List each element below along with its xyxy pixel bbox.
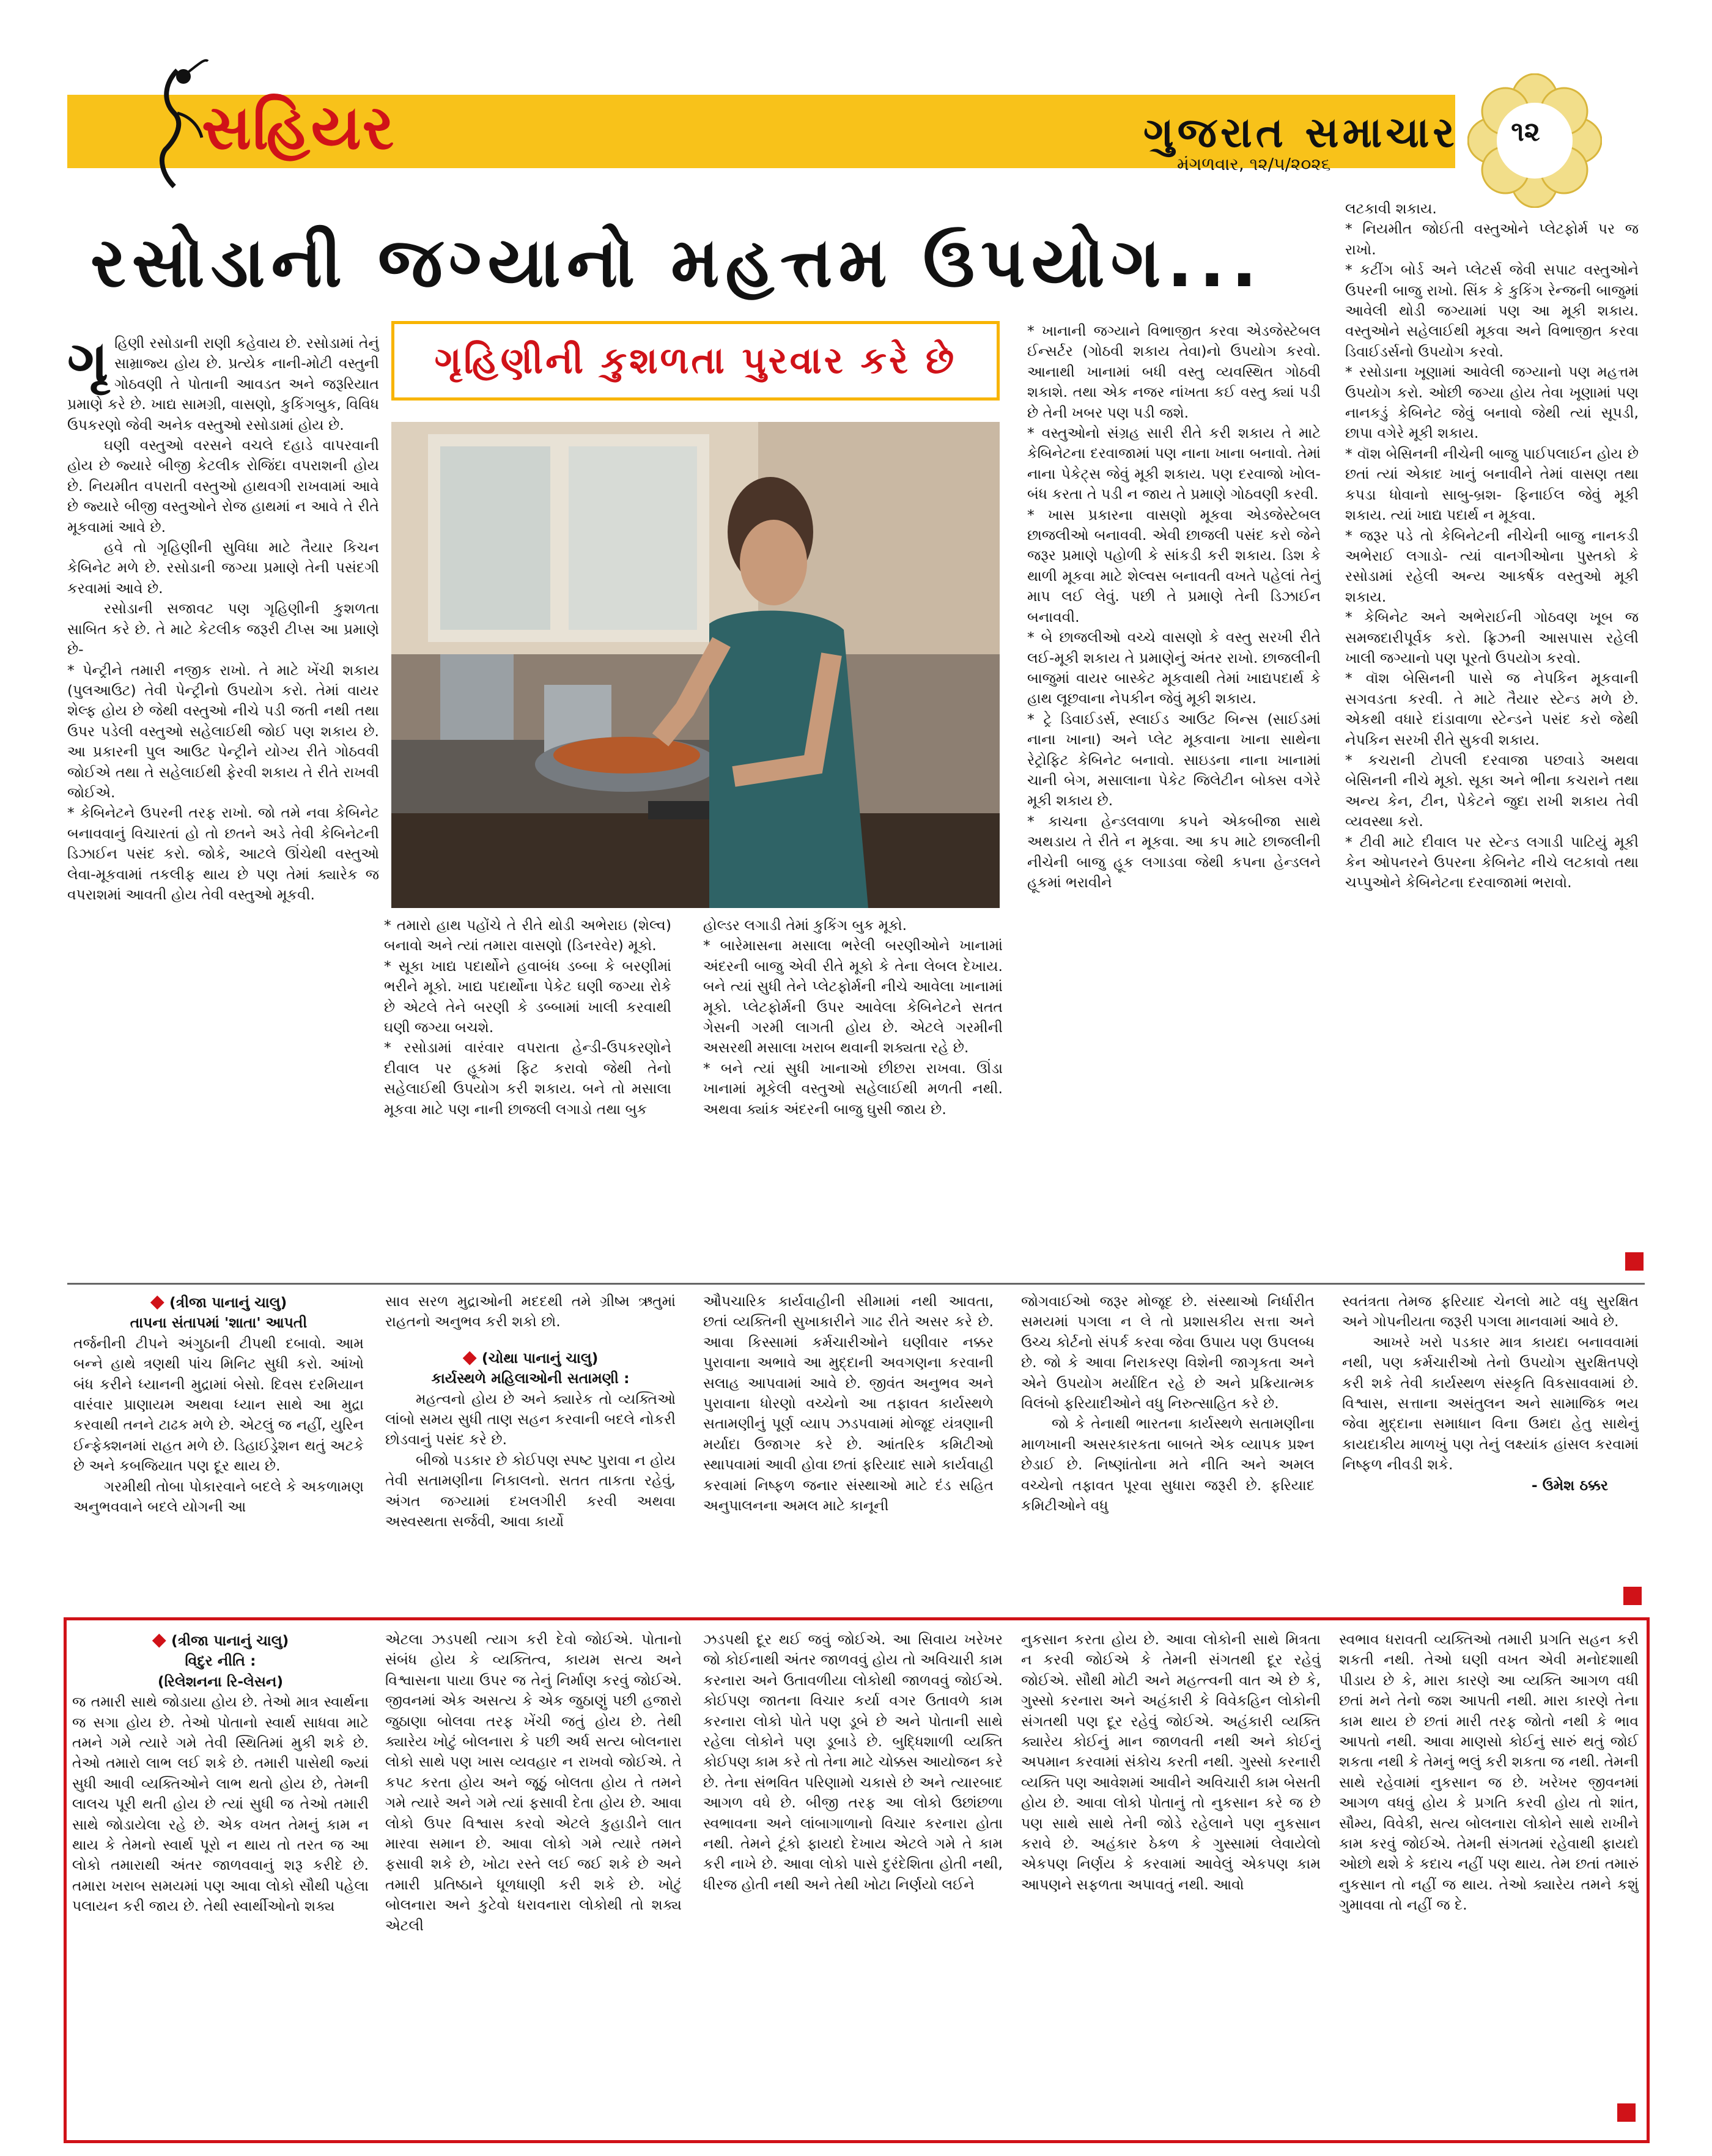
story-title: કાર્યસ્થળે મહિલાઓની સતામણી : [431, 1370, 630, 1387]
paragraph: જોગવાઈઓ જરૂર મોજૂદ છે. સંસ્થાઓ નિર્ધારીત સમયમાં પગલા ન લે તો પ્રશાસકીય સત્તા અને ઉચ્ચ કોર્ટનો સંપર્ક કરવા જેવા ઉપાય પણ ઉપલબ્ધ છે. જો કે આવા નિરાકરણ વિશેની જાગૃકતા અને એને ઉપયોગ મર્યાદિત રહે છે અને પ્રક્રિયાત્મક વિલંબો ફરિયાદીઓને વધુ નિરુત્સાહિત કરે છે. [1021, 1293, 1315, 1412]
article-column-5 [1345, 199, 1639, 1275]
tip-item: * સૂકા ખાદ્ય પદાર્થોને હવાબંધ ડબ્બા કે બરણીમાં ભરીને મૂકો. ખાદ્ય પદાર્થોના પેકેટ ઘણી જગ્યા રોકે છે એટલે તેને બરણી કે ડબ્બામાં ખાલી કરવાથી ઘણી જગ્યા બચશે. [384, 957, 671, 1036]
tip-item: * બારેમાસના મસાલા ભરેલી બરણીઓને ખાનામાં અંદરની બાજુ એવી રીતે મૂકો કે તેના લેબલ દેખાય. બને ત્યાં સુધી તેને પ્લેટફોર્મની નીચે આવેલા ખાનામાં મૂકો. પ્લેટફોર્મની ઉપર આવેલા કેબિનેટને સતત ગેસની ગરમી લાગતી હોય છે. એટલે ગરમીની અસરથી મસાલા ખરાબ થવાની શક્યતા રહે છે. [703, 937, 1003, 1057]
paragraph: મહત્વનો હોય છે અને ક્યારેક તો વ્યક્તિઓ લાંબો સમય સુધી તાણ સહન કરવાની બદલે નોકરી છોડવાનું પસંદ કરે છે. [385, 1390, 676, 1449]
tip-item: * જરૂર પડે તો કેબિનેટની નીચેની બાજુ નાનકડી અભેરાઈ લગાડો- ત્યાં વાનગીઓના પુસ્તકો કે રસોડામાં રહેલી અન્ય આકર્ષક વસ્તુઓ મૂકી શકાય. [1345, 526, 1639, 605]
paragraph: જ તમારી સાથે જોડાયા હોય છે. તેઓ માત્ર સ્વાર્થના જ સગા હોય છે. તેઓ પોતાનો સ્વાર્થ સાધવા માટે તમને ગમે ત્યારે ગમે તેવી સ્થિતિમાં મુકી શકે છે. તેઓ તમારો લાભ લઈ શકે છે. તમારી પાસેથી જ્યાં સુધી આવી વ્યક્તિઓને લાભ થતો હોય છે, તેમની લાલચ પૂરી થતી હોય છે ત્યાં સુધી જ તેઓ તમારી સાથે જોડાયેલા રહે છે. એક વખત તેમનું કામ ન થાય કે તેમનો સ્વાર્થ પૂરો ન થાય તો તરત જ આ લોકો તમારાથી અંતર જાળવવાનું શરૂ કરીદે છે. તમારા ખરાબ સમયમાં પણ આવા લોકો સૌથી પહેલા પલાયન કરી જાય છે. તેથી સ્વાર્થીઓનો શક્ય [72, 1693, 369, 1915]
paragraph: ઝડપથી દૂર થઈ જવું જોઈએ. આ સિવાય ખરેખર જો કોઈનાથી અંતર જાળવવું હોય તો અવિચારી કામ કરનારા અને ઉતાવળીયા લોકોથી જાળવવું જોઈએ. કોઈપણ જાતના વિચાર કર્યા વગર ઉતાવળે કામ કરનારા લોકો પોતે પણ ડૂબે છે અને પોતાની સાથે રહેલા લોકોને પણ ડૂબાડે છે. બુદ્ધિશાળી વ્યક્તિ કોઈપણ કામ કરે તો તેના માટે ચોક્કસ આયોજન કરે છે. તેના સંભવિત પરિણામો ચકાસે છે અને ત્યારબાદ આગળ વધે છે. બીજી તરફ આ લોકો ઉછાંછળા સ્વભાવના અને લાંબાગાળાનો વિચાર કરનારા હોતા નથી. તેમને ટૂંકો ફાયદો દેખાય એટલે ગમે તે કામ કરી નાખે છે. આવા લોકો પાસે દુરંદેશિતા હોતી નથી, ધીરજ હોતી નથી અને તેથી ખોટા નિર્ણયો લઈને [703, 1631, 1003, 1893]
paragraph: રસોડાની સજાવટ પણ ગૃહિણીની કુશળતા સાબિત કરે છે. તે માટે કેટલીક જરૂરી ટીપ્સ આ પ્રમાણે છે- [67, 600, 379, 659]
story3-column-4 [1021, 1291, 1315, 1612]
tip-item: * કચરાની ટોપલી દરવાજા પછવાડે અથવા બેસિનની નીચે મૂકો. સૂકા અને ભીના કચરાને તથા અન્ય કેન, ટીન, પેકેટને જુદા રાખી શકાય તેવી વ્યવસ્થા કરો. [1345, 751, 1639, 830]
author-byline: - ઉમેશ ઠક્કર [1531, 1476, 1608, 1494]
woman-cooking-photo [391, 422, 1000, 908]
tip-item: * પેન્ટ્રીને તમારી નજીક રાખો. તે માટે ખેંચી શકાય (પુલઆઉટ) તેવી પેન્ટ્રીનો ઉપયોગ કરો. તેમાં વાયર શેલ્ફ હોય છે જેથી વસ્તુઓ નીચે પડી જતી નથી તથા ઉપર પડેલી વસ્તુઓ સહેલાઈથી જોઈ પણ શકાય છે. આ પ્રકારની પુલ આઉટ પેન્ટ્રીને યોગ્ય રીતે ગોઠવવી જોઈએ તથા તે સહેલાઈથી ફેરવી શકાય તે રીતે રાખવી જોઈએ. [67, 661, 379, 801]
article-end-mark [1625, 1252, 1644, 1271]
paragraph: સાવ સરળ મુદ્રાઓની મદદથી તમે ગ્રીષ્મ ઋતુમાં રાહતનો અનુભવ કરી શકો છો. [385, 1293, 676, 1331]
newspaper-name: ગુજરાત સમાચાર [1143, 109, 1458, 157]
diamond-icon: ◆ [462, 1346, 477, 1368]
story4-column-3 [703, 1630, 1003, 2137]
tip-item: * નિયમીત જોઈતી વસ્તુઓને પ્લેટફોર્મ પર જ રાખો. [1345, 220, 1639, 258]
paragraph: આખરે ખરો પડકાર માત્ર કાયદા બનાવવામાં નથી, પણ કર્મચારીઓ તેનો ઉપયોગ સુરક્ષિતપણે કરી શકે તેવી કાર્યસ્થળ સંસ્કૃતિ વિકસાવવામાં છે. વિશ્વાસ, સત્તાના અસંતુલન અને સામાજિક ભય જેવા મુદ્દાના સમાધાન વિના ઉમદા હેતુ સાથેનું કાયદાકીય માળખું પણ તેનું લક્ષ્યાંક હાંસલ કરવામાં નિષ્ફળ નીવડી શકે. [1342, 1333, 1639, 1474]
tip-item: * બને ત્યાં સુધી ખાનાઓ છીછરા રાખવા. ઊંડા ખાનામાં મૂકેલી વસ્તુઓ સહેલાઈથી મળતી નથી. અથવા ક્યાંક અંદરની બાજુ ઘુસી જાય છે. [703, 1059, 1003, 1118]
story-end-mark [1623, 1587, 1642, 1605]
paragraph: હવે તો ગૃહિણીની સુવિધા માટે તૈયાર કિચન કેબિનેટ મળે છે. રસોડાની જગ્યા પ્રમાણે તેની પસંદગી કરવામાં આવે છે. [67, 539, 379, 597]
issue-date: મંગળવાર, ૧૨/૫/૨૦૨૬ [1177, 154, 1331, 174]
tip-item: * વસ્તુઓનો સંગ્રહ સારી રીતે કરી શકાય તે માટે કેબિનેટના દરવાજામાં પણ નાના ખાના બનાવો. તેમાં નાના પેકેટ્સ જેવું મૂકી શકાય. પણ દરવાજો ખોલ-બંધ કરતા તે પડી ન જાય તે પ્રમાણે ગોઠવણી કરવી. [1027, 424, 1321, 503]
subhead: ગૃહિણીની કુશળતા પુરવાર કરે છે [434, 339, 957, 382]
story-title: તાપના સંતાપમાં 'શાતા' આપતી [130, 1314, 308, 1332]
paragraph: જો કે તેનાથી ભારતના કાર્યસ્થળે સતામણીના માળખાની અસરકારકતા બાબતે એક વ્યાપક પ્રશ્ન છેડાઈ છે. નિષ્ણાંતોના મતે નીતિ અને અમલ વચ્ચેનો તફાવત પૂરવા સુધારા જરૂરી છે. ફરિયાદ કમિટીઓને વધુ [1021, 1415, 1315, 1515]
tip-item: * કેબિનેટ અને અભેરાઈની ગોઠવણ ખૂબ જ સમજદારીપૂર્વક કરો. ફ્રિઝની આસપાસ રહેલી ખાલી જગ્યાનો પણ પૂરતો ઉપયોગ કરવો. [1345, 608, 1639, 666]
diamond-icon: ◆ [152, 1630, 166, 1650]
tip-item: * બે છાજલીઓ વચ્ચે વાસણો કે વસ્તુ સરખી રીતે લઈ-મૂકી શકાય તે પ્રમાણેનું અંતર રાખો. છાજલીની બાજુમાં વાયર બાસ્કેટ મૂકવાથી તેમાં ખાદ્યપદાર્થ કે હાથ લૂછવાના નેપકીન જેવું મૂકી શકાય. [1027, 629, 1321, 707]
paragraph: સ્વભાવ ધરાવતી વ્યક્તિઓ તમારી પ્રગતિ સહન કરી શકતી નથી. તેઓ ઘણી વખત એવી મનોદશાથી પીડાય છે કે, મારા કારણે આ વ્યક્તિ આગળ વધી છતાં મને તેનો જશ આપતી નથી. મારા કારણે તેના કામ થાય છે છતાં મારી તરફ જોતો નથી કે ભાવ આપતો નથી. આવા માણસો કોઈનું સારું થતું જોઈ શકતા નથી કે તેમનું ભલું કરી શકતા જ નથી. તેમની સાથે રહેવામાં નુકસાન જ છે. ખરેખર જીવનમાં આગળ વધવું હોય કે પ્રગતિ કરવી હોય તો શાંત, સૌમ્ય, વિવેકી, સત્ય બોલનારા લોકોને સાથે રાખીને કામ કરવું જોઈએ. તેમની સંગતમાં રહેવાથી ફાયદો ઓછો થશે કે કદાચ નહીં પણ થાય. તેમ છતાં તમારું નુકસાન તો નહીં જ થાય. તેઓ ક્યારેય તમને કશું ગુમાવવા તો નહીં જ દે. [1339, 1631, 1639, 1914]
diamond-icon: ◆ [150, 1291, 164, 1312]
drop-cap: ગૃ [67, 333, 109, 394]
article-column-4 [1027, 321, 1321, 1275]
paragraph: ઔપચારિક કાર્યવાહીની સીમામાં નથી આવતા, છતાં વ્યક્તિની સુખાકારીને ગાઢ રીતે અસર કરે છે. આવા કિસ્સામાં કર્મચારીઓને ઘણીવાર નક્કર પુરાવાના અભાવે આ મુદ્દાની અવગણના કરવાની સલાહ આપવામાં આવે છે. જીવંત અનુભવ અને પુરાવાના ધોરણો વચ્ચેનો આ તફાવત કાર્યસ્થળે સતામણીનું પૂર્ણ વ્યાપ ઝડપવામાં મોજૂદ યંત્રણાની મર્યાદા ઉજાગર કરે છે. આંતરિક કમિટીઓ સ્થાપવામાં આવી હોવા છતાં ફરિયાદ સામે કાર્યવાહી કરવામાં નિષ્ફળ જનાર સંસ્થાઓ માટે દંડ સહિત અનુપાલનના અમલ માટે કાનૂની [703, 1293, 994, 1515]
story-title: વિદુર નીતિ : [185, 1652, 256, 1670]
story2-column-2 [385, 1291, 676, 1612]
tip-item: * તમારો હાથ પહોંચે તે રીતે થોડી અભેરાઇ (શેલ્વ) બનાવો અને ત્યાં તમારા વાસણો (ડિનરવેર) મૂકો. [384, 917, 671, 954]
tip-item: * કાચના હેન્ડલવાળા કપને એકબીજા સાથે અથડાય તે રીતે ન મૂકવા. આ કપ માટે છાજલીની નીચેની બાજુ હૂક લગાડવા જેથી કપના હેન્ડલને હૂકમાં ભરાવીને [1027, 812, 1321, 891]
tip-item: * વૉશ બેસિનની પાસે જ નેપકિન મૂકવાની સગવડતા કરવી. તે માટે તૈયાર સ્ટેન્ડ મળે છે. એકથી વધારે દાંડાવાળા સ્ટેન્ડને પસંદ કરો જેથી નેપકિન સરખી રીતે સુકવી શકાય. [1345, 670, 1639, 748]
story4-column-5 [1339, 1630, 1639, 2137]
paragraph: હિણી રસોડાની રાણી કહેવાય છે. રસોડામાં તેનું સામ્રાજ્ય હોય છે. પ્રત્યેક નાની-મોટી વસ્તુની ગોઠવણી તે પોતાની આવડત અને જરૂરિયાત પ્રમાણે કરે છે. ખાદ્ય સામગ્રી, વાસણો, કુકિંગબુક, વિવિધ ઉપકરણો જેવી અનેક વસ્તુઓ રસોડામાં હોય છે. [67, 334, 379, 434]
paragraph: બીજો પડકાર છે કોઈપણ સ્પષ્ટ પુરાવા ન હોય તેવી સતામણીના નિકાલનો. સતત તાકતા રહેવું, અંગત જગ્યામાં દખલગીરી કરવી અથવા અસ્વસ્થતા સર્જવી, આવા કાર્યો [385, 1451, 676, 1530]
story2-column-1 [73, 1291, 364, 1612]
paragraph: ગરમીથી તોબા પોકારવાને બદલે કે અકળામણ અનુભવવાને બદલે યોગની આ [73, 1477, 364, 1516]
article-column-3 [703, 915, 1003, 1273]
paragraph: સ્વતંત્રતા તેમજ ફરિયાદ ચેનલો માટે વધુ સુરક્ષિત અને ગોપનીયતા જરૂરી પગલા માનવામાં આવે છે. [1342, 1293, 1639, 1331]
tip-item: * રસોડાના ખૂણામાં આવેલી જગ્યાનો પણ મહત્તમ ઉપયોગ કરો. ઓછી જગ્યા હોય તેવા ખૂણામાં પણ નાનકડું કેબિનેટ જેવું બનાવો જેથી ત્યાં સૂપડી, છાપા વગેરે મૂકી શકાય. [1345, 363, 1639, 442]
paragraph: નુકસાન કરતા હોય છે. આવા લોકોની સાથે મિત્રતા ન કરવી જોઈએ કે તેમની સંગતથી દૂર રહેવું જોઈએ. સૌથી મોટી અને મહત્ત્વની વાત એ છે કે, ગુસ્સો કરનારા અને અહંકારી કે વિવેકહિન લોકોની સંગતથી પણ દૂર રહેવું જોઈએ. અહંકારી વ્યક્તિ ક્યારેય કોઈનું માન જાળવતી નથી અને કોઈનું અપમાન કરવામાં સંકોચ કરતી નથી. ગુસ્સો કરનારી વ્યક્તિ પણ આવેશમાં આવીને અવિચારી કામ બેસતી હોય છે. આવા લોકો પોતાનું તો નુકસાન કરે જ છે પણ સાથે સાથે તેની જોડે રહેલાને પણ નુકસાન કરાવે છે. અહંકાર ઠેકળ કે ગુસ્સામાં લેવાયેલો એકપણ નિર્ણય કે કરવામાં આવેલું એકપણ કામ આપણને સફળતા અપાવતું નથી. આવો [1021, 1631, 1321, 1893]
story3-column-3 [703, 1291, 994, 1612]
subhead-box [391, 321, 1000, 401]
story4-column-2 [385, 1630, 682, 2137]
tip-item: * રસોડામાં વારંવાર વપરાતા હેન્ડી-ઉપકરણોને દીવાલ પર હૂકમાં ફિટ કરાવો જેથી તેનો સહેલાઈથી ઉપયોગ કરી શકાય. બને તો મસાલા મૂકવા માટે પણ નાની છાજલી લગાડો તથા બુક [384, 1039, 671, 1118]
tip-item: * ટીવી માટે દીવાલ પર સ્ટેન્ડ લગાડી પાટિયું મૂકી કેન ઓપનરને ઉપરના કેબિનેટ નીચે લટકાવો તથા ચપ્પુઓને કેબિનેટના દરવાજામાં ભરાવો. [1345, 833, 1639, 892]
section-divider [67, 1283, 1645, 1285]
story-subtitle: (રિલેશનના રિ-લેસન) [157, 1672, 284, 1690]
brand-title: સહિયર [202, 92, 396, 163]
story4-column-1 [72, 1630, 369, 2137]
paragraph: ઘણી વસ્તુઓ વરસને વચલે દહાડે વાપરવાની હોય છે જ્યારે બીજી કેટલીક રોજિંદા વપરાશની હોય છે. નિયમીત વપરાતી વસ્તુઓ હાથવગી રાખવામાં આવે છે જ્યારે બીજી વસ્તુઓને રોજ હાથમાં ન આવે તે રીતે મૂકવામાં આવે છે. [67, 437, 379, 536]
paragraph: તર્જનીની ટીપને અંગુઠાની ટીપથી દબાવો. આમ બન્ને હાથે ત્રણથી પાંચ મિનિટ સુધી કરો. આંખો બંધ કરીને ધ્યાનની મુદ્રામાં બેસો. દિવસ દરમિયાન વારંવાર પ્રાણાયમ અથવા ધ્યાન સાથે આ મુદ્રા કરવાથી તનને ટાઢક મળે છે. એટલું જ નહીં, યુરિન ઈન્ફેક્શનમાં રાહત મળે છે. ડિહાઈડ્રેશન થતું અટકે છે અને કબજિયાત પણ દૂર થાય છે. [73, 1334, 364, 1475]
article-column-1 [67, 333, 379, 1272]
tip-item: * ટ્રે ડિવાઈડર્સ, સ્લાઈડ આઉટ બિન્સ (સાઈડમાં નાના ખાના) અને પ્લેટ મૂકવાના ખાના સાથેના રેટ્રોફિટ કેબિનેટ બનાવો. સાઇડના નાના ખાનામાં ચાની બેગ, મસાલાના પેકેટ જિલેટીન બોક્સ વગેરે મૂકી શકાય છે. [1027, 710, 1321, 810]
story3-column-5 [1342, 1291, 1639, 1612]
paragraph: લટકાવી શકાય. [1345, 200, 1437, 217]
continued-tag: ◆ (ચોથા પાનાનું ચાલુ) [462, 1346, 599, 1368]
tip-item: * કટીંગ બોર્ડ અને પ્લેટર્સ જેવી સપાટ વસ્તુઓને ઉપરની બાજુ રાખો. સિંક કે કુકિંગ રેન્જની બાજુમાં આવેલી થોડી જગ્યામાં પણ આ મૂકી શકાય. વસ્તુઓને સહેલાઈથી મૂકવા અને વિભાજીત કરવા ડિવાઈડર્સનો ઉપયોગ કરવો. [1345, 261, 1639, 360]
tip-item: હોલ્ડર લગાડી તેમાં કુકિંગ બુક મૂકો. [703, 917, 907, 934]
continued-tag: ◆ (ત્રીજા પાનાનું ચાલુ) [150, 1291, 287, 1312]
paragraph: એટલા ઝડપથી ત્યાગ કરી દેવો જોઈએ. પોતાનો સંબંધ હોય કે વ્યક્તિત્વ, કાયમ સત્ય અને વિશ્વાસના પાયા ઉપર જ તેનું નિર્માણ કરવું જોઈએ. જીવનમાં એક અસત્ય કે એક જુઠાણું પછી હજારો જુઠાણા બોલવા તરફ ખેંચી જતું હોય છે. તેથી ક્યારેય ખોટું બોલનારા કે પછી અર્ધ સત્ય બોલનારા લોકો સાથે પણ ખાસ વ્યવહાર ન રાખવો જોઈએ. તે કપટ કરતા હોય અને જૂઠું બોલતા હોય તે તમને ગમે ત્યારે અને ગમે ત્યાં ફસાવી દેતા હોય છે. આવા લોકો ઉપર વિશ્વાસ કરવો એટલે કુહાડીને લાત મારવા સમાન છે. આવા લોકો ગમે ત્યારે તમને ફસાવી શકે છે, ખોટા રસ્તે લઈ જઈ શકે છે અને તમારી પ્રતિષ્ઠાને ધૂળધાણી કરી શકે છે. ખોટું બોલનારા અને કુટેવો ધરાવનારા લોકોથી તો શક્ય એટલી [385, 1631, 682, 1934]
tip-item: * વૉશ બેસિનની નીચેની બાજુ પાઈપલાઈન હોય છે છતાં ત્યાં એકાદ ખાનું બનાવીને તેમાં વાસણ તથા કપડા ધોવાનો સાબુ-બ્રશ- ફિનાઈલ જેવું મૂકી શકાય. ત્યાં ખાદ્ય પદાર્થ ન મૂકવા. [1345, 445, 1639, 524]
story4-column-4 [1021, 1630, 1321, 2137]
tip-item: * કેબિનેટને ઉપરની તરફ રાખો. જો તમે નવા કેબિનેટ બનાવવાનું વિચારતાં હો તો છતને અડે તેવી કેબિનેટની ડિઝાઈન પસંદ કરો. જોકે, આટલે ઊંચેથી વસ્તુઓ લેવા-મૂકવામાં તકલીફ થાય છે પણ તેમાં ક્યારેક જ વપરાશમાં આવતી હોય તેવી વસ્તુઓ મૂકવી. [67, 804, 379, 903]
article-column-2 [384, 915, 671, 1273]
tip-item: * ખાનાની જગ્યાને વિભાજીત કરવા એડજેસ્ટેબલ ઈન્સર્ટર (ગોઠવી શકાય તેવા)નો ઉપયોગ કરવો. આનાથી ખાનામાં બધી વસ્તુ વ્યવસ્થિત ગોઠવી શકાશે. તથા એક નજર નાંખતા કઈ વસ્તુ ક્યાં પડી છે તેની ખબર પણ પડી જશે. [1027, 322, 1321, 421]
continued-tag: ◆ (ત્રીજા પાનાનું ચાલુ) [152, 1630, 289, 1650]
page-number: ૧૨ [1511, 116, 1540, 147]
boxed-story-end-mark [1617, 2103, 1636, 2122]
tip-item: * ખાસ પ્રકારના વાસણો મૂકવા એડજેસ્ટેબલ છાજલીઓ બનાવવી. એવી છાજલી પસંદ કરો જેને જરૂર પ્રમાણે પહોળી કે સાંકડી કરી શકાય. ડિશ કે થાળી મૂકવા માટે શેલ્વસ બનાવતી વખતે પહેલાં તેનું માપ લઈ લેવું. પછી તે પ્રમાણે તેની ડિઝાઈન બનાવવી. [1027, 506, 1321, 626]
main-headline: રસોડાની જગ્યાનો મહત્તમ ઉપયોગ... [90, 223, 1264, 303]
